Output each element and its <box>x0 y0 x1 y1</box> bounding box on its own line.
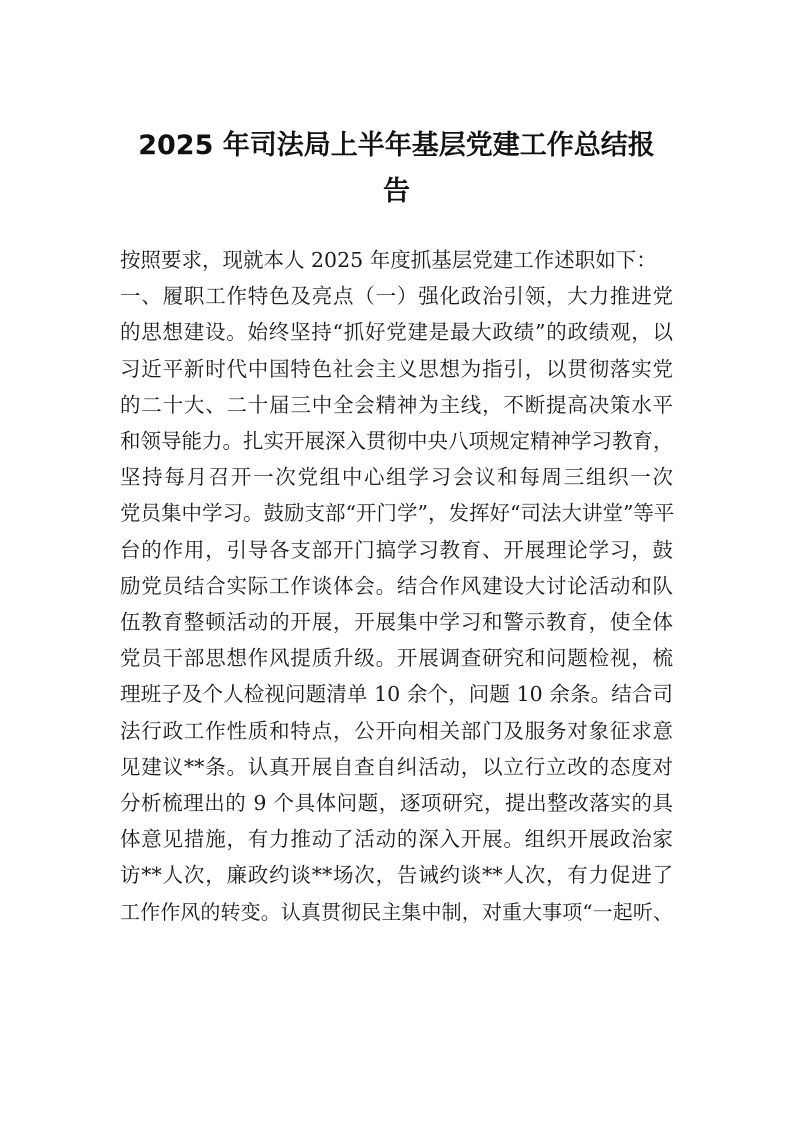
document-title-line-2: 告 <box>383 176 410 207</box>
document-title-line-1: 2025 年司法局上半年基层党建工作总结报 <box>138 130 655 161</box>
body-text-line: 习近平新时代中国特色社会主义思想为指引，以贯彻落实党 <box>120 356 673 381</box>
body-text-line: 台的作用，引导各支部开门搞学习教育、开展理论学习，鼓 <box>120 537 673 562</box>
body-text-line: 坚持每月召开一次党组中心组学习会议和每周三组织一次 <box>120 465 673 490</box>
body-text-line: 见建议**条。认真开展自查自纠活动，以立行立改的态度对 <box>120 754 673 779</box>
body-text-line: 访**人次，廉政约谈**场次，告诫约谈**人次，有力促进了 <box>120 863 673 888</box>
body-text-line: 工作作风的转变。认真贯彻民主集中制，对重大事项“一起听、 <box>120 899 673 924</box>
body-text-line: 和领导能力。扎实开展深入贯彻中央八项规定精神学习教育， <box>120 429 674 453</box>
body-text-line: 分析梳理出的 9 个具体问题，逐项研究，提出整改落实的具 <box>120 791 673 815</box>
body-text-line: 励党员结合实际工作谈体会。结合作风建设大讨论活动和队 <box>120 573 673 598</box>
body-text-line: 按照要求，现就本人 2025 年度抓基层党建工作述职如下： <box>120 248 657 272</box>
body-text-line: 的二十大、二十届三中全会精神为主线，不断提高决策水平 <box>120 392 673 417</box>
body-text-line: 的思想建设。始终坚持“抓好党建是最大政绩”的政绩观，以 <box>120 320 673 345</box>
body-text-line: 党员干部思想作风提质升级。开展调查研究和问题检视，梳 <box>120 646 673 671</box>
body-text-line: 伍教育整顿活动的开展，开展集中学习和警示教育，使全体 <box>120 610 673 634</box>
body-text-line: 党员集中学习。鼓励支部“开门学”，发挥好“司法大讲堂”等平 <box>120 501 675 526</box>
body-text-line: 法行政工作性质和特点，公开向相关部门及服务对象征求意 <box>120 718 673 743</box>
body-text-line: 理班子及个人检视问题清单 10 余个，问题 10 余条。结合司 <box>120 682 673 707</box>
body-text-line: 体意见措施，有力推动了活动的深入开展。组织开展政治家 <box>120 827 673 852</box>
body-text-line: 一、履职工作特色及亮点（一）强化政治引领，大力推进党 <box>120 284 673 309</box>
